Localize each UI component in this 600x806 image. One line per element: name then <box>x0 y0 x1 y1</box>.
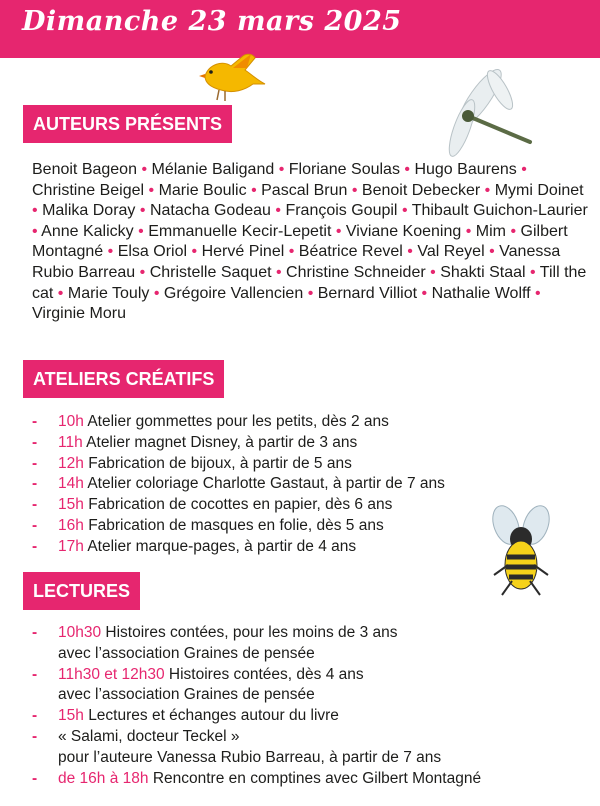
author-separator: • <box>430 263 436 281</box>
author-separator: • <box>191 243 198 261</box>
author-separator: • <box>351 181 358 199</box>
dash-bullet: - <box>32 727 38 745</box>
author-separator: • <box>138 222 144 240</box>
author-separator: • <box>401 202 408 220</box>
author-separator: • <box>278 161 285 178</box>
dash-bullet: - <box>32 516 38 534</box>
author-name: Thibault Guichon-Laurier <box>411 202 588 220</box>
item-text: Atelier magnet Disney, à partir de 3 ans <box>86 433 358 451</box>
author-name: Benoit Bageon <box>32 161 137 178</box>
item-time: 15h <box>58 707 84 725</box>
dash-bullet: - <box>32 707 38 725</box>
workshops-section-label: ATELIERS CRÉATIFS <box>23 360 224 398</box>
author-separator: • <box>32 202 38 220</box>
author-name: Grégoire Vallencien <box>163 284 304 302</box>
list-item <box>32 433 592 454</box>
author-separator: • <box>510 222 517 240</box>
dash-bullet: - <box>32 433 38 451</box>
author-name: Mymi Doinet <box>494 181 584 199</box>
dash-bullet: - <box>32 475 38 493</box>
authors-list <box>32 160 588 325</box>
dash-bullet: - <box>32 624 38 641</box>
readings-list <box>32 623 592 789</box>
author-separator: • <box>535 284 541 302</box>
item-text: Rencontre en comptines avec Gilbert Montagné <box>152 769 482 787</box>
list-item <box>32 727 592 769</box>
author-name: Béatrice Revel <box>298 243 403 261</box>
author-separator: • <box>139 263 146 281</box>
list-item <box>32 454 592 475</box>
wasp-icon <box>486 505 556 599</box>
author-separator: • <box>404 161 410 178</box>
author-separator: • <box>107 243 114 261</box>
item-subtext: avec l’association Graines de pensée <box>58 686 315 704</box>
author-name: Viviane Koening <box>345 222 462 240</box>
author-separator: • <box>32 222 38 240</box>
author-name: Hervé Pinel <box>201 243 285 261</box>
author-name: Gilbert Montagné <box>32 222 568 261</box>
item-time: 17h <box>58 537 84 555</box>
item-text: Fabrication de cocottes en papier, dès 6 ans <box>88 496 393 514</box>
author-separator: • <box>153 284 160 302</box>
author-name: Marie Boulic <box>158 181 247 199</box>
dash-bullet: - <box>32 537 38 555</box>
item-text: Atelier marque-pages, à partir de 4 ans <box>87 537 357 555</box>
authors-section-label: AUTEURS PRÉSENTS <box>23 105 232 143</box>
item-time: de 16h à 18h <box>58 769 149 787</box>
item-text: Lectures et échanges autour du livre <box>88 707 339 725</box>
author-name: Floriane Soulas <box>288 161 400 178</box>
author-separator: • <box>530 263 536 281</box>
dash-bullet: - <box>32 454 38 472</box>
readings-section-label: LECTURES <box>23 572 140 610</box>
author-name: Shakti Staal <box>440 263 526 281</box>
dash-bullet: - <box>32 496 38 514</box>
item-text: Fabrication de bijoux, à partir de 5 ans <box>88 454 352 472</box>
yellow-bird-icon <box>195 50 267 106</box>
dash-bullet: - <box>32 769 38 787</box>
author-separator: • <box>139 202 146 220</box>
author-separator: • <box>489 243 495 261</box>
author-name: Natacha Godeau <box>149 202 271 220</box>
dash-bullet: - <box>32 665 38 683</box>
item-time: 11h <box>58 433 83 451</box>
author-name: Christine Beigel <box>32 181 145 199</box>
dash-bullet: - <box>32 413 38 430</box>
author-separator: • <box>251 181 257 199</box>
author-name: Christelle Saquet <box>149 263 272 281</box>
author-name: Benoit Debecker <box>361 181 481 199</box>
author-separator: • <box>307 284 314 302</box>
author-name: Bernard Villiot <box>317 284 418 302</box>
item-subtext: pour l’auteure Vanessa Rubio Barreau, à partir de 7 ans <box>58 748 442 766</box>
author-separator: • <box>275 263 282 281</box>
item-text: Atelier coloriage Charlotte Gastaut, à partir de 7 ans <box>87 475 445 493</box>
author-name: Marie Touly <box>67 284 150 302</box>
list-item <box>32 665 592 707</box>
page-title: Dimanche 23 mars 2025 <box>22 6 402 37</box>
item-time: 15h <box>58 496 84 514</box>
author-name: Elsa Oriol <box>117 243 188 261</box>
author-separator: • <box>484 181 491 199</box>
author-separator: • <box>521 161 527 178</box>
dragonfly-icon <box>440 68 536 168</box>
author-name: Nathalie Wolff <box>431 284 531 302</box>
author-name: Malika Doray <box>42 202 136 220</box>
item-text: Histoires contées, dès 4 ans <box>168 665 364 683</box>
author-name: Mim <box>475 222 506 240</box>
list-item <box>32 769 592 790</box>
author-separator: • <box>407 243 413 261</box>
item-time: 12h <box>58 454 84 472</box>
list-item <box>32 474 592 495</box>
author-separator: • <box>57 284 64 302</box>
item-time: 10h <box>58 413 84 430</box>
author-separator: • <box>148 181 155 199</box>
author-name: François Goupil <box>285 202 398 220</box>
author-separator: • <box>288 243 295 261</box>
item-text: Atelier gommettes pour les petits, dès 2 ans <box>87 413 389 430</box>
list-item <box>32 706 592 727</box>
list-item <box>32 412 592 433</box>
author-separator: • <box>275 202 281 220</box>
author-name: Anne Kalicky <box>41 222 134 240</box>
author-name: Vanessa Rubio Barreau <box>32 243 561 281</box>
item-time: 11h30 et 12h30 <box>58 665 165 683</box>
item-text: « Salami, docteur Teckel » <box>58 727 240 745</box>
author-separator: • <box>141 161 148 178</box>
author-name: Till the cat <box>32 263 587 302</box>
item-subtext: avec l’association Graines de pensée <box>58 644 315 662</box>
item-time: 16h <box>58 516 84 534</box>
list-item <box>32 623 592 665</box>
item-text: Fabrication de masques en folie, dès 5 ans <box>88 516 384 534</box>
author-name: Christine Schneider <box>286 263 426 281</box>
author-separator: • <box>335 222 342 240</box>
item-text: Histoires contées, pour les moins de 3 ans <box>105 624 398 641</box>
author-name: Pascal Brun <box>261 181 348 199</box>
header-banner <box>0 0 600 58</box>
author-name: Val Reyel <box>417 243 485 261</box>
author-name: Emmanuelle Kecir-Lepetit <box>148 222 332 240</box>
author-separator: • <box>465 222 472 240</box>
author-name: Virginie Moru <box>32 305 126 323</box>
author-name: Mélanie Baligand <box>151 161 275 178</box>
author-name: Hugo Baurens <box>414 161 517 178</box>
item-time: 14h <box>58 475 84 493</box>
author-separator: • <box>421 284 428 302</box>
item-time: 10h30 <box>58 624 102 641</box>
